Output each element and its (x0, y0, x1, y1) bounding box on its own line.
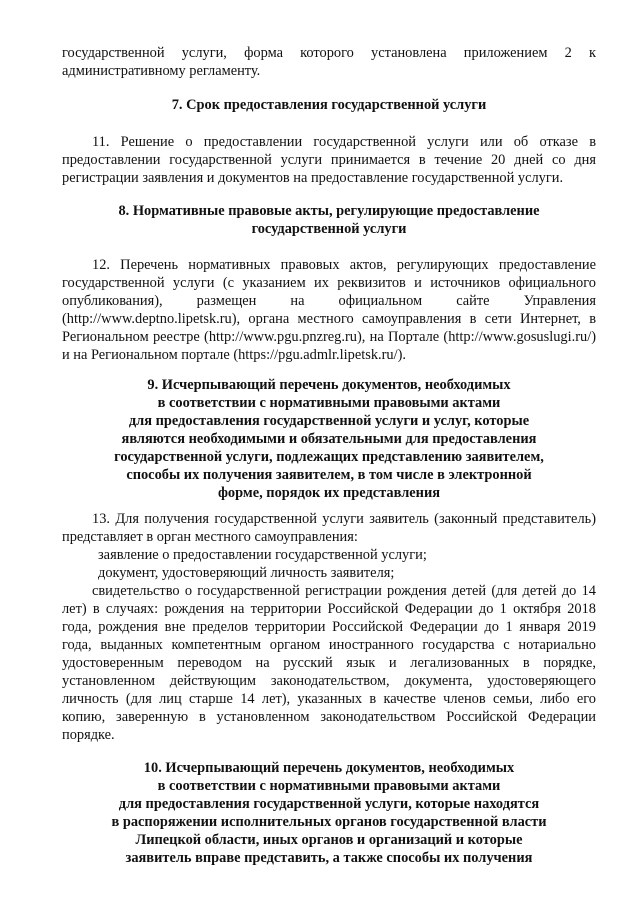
document-list-item-long (62, 582, 596, 744)
intro-text: государственной услуги, форма которого установлена приложением 2 к административному регламенту. (62, 45, 596, 79)
paragraph-13-intro (62, 510, 596, 546)
section-10-heading (62, 759, 596, 867)
section-10-heading-line: для предоставления государственной услуги, которые находятся (118, 796, 540, 812)
paragraph-13 (62, 510, 596, 744)
paragraph-12 (62, 256, 596, 364)
paragraph-11-text: 11. Решение о предоставлении государственной услуги или об отказе в предоставлении государственной услуги принимается в течение 20 дней со дня регистрации заявления и документов на предоставление государственной услуги. (62, 134, 596, 186)
section-10-heading-line: в соответствии с нормативными правовыми актами (157, 778, 501, 794)
paragraph-13-intro-text: 13. Для получения государственной услуги заявитель (законный представитель) представляет в орган местного самоуправления: (62, 511, 596, 545)
section-8-heading (62, 202, 596, 238)
section-8-heading-line: 8. Нормативные правовые акты, регулирующие предоставление (118, 203, 540, 219)
paragraph-12-text: 12. Перечень нормативных правовых актов, регулирующих предоставление государственной услуги (с указанием их реквизитов и источников официального опубликования), размещен на официальном сайте Управления (http://www.deptno.lipetsk.ru), органа местного самоуправления в сети Интернет, в Региональном реестре (http://www.pgu.pnzreg.ru), на Портале (http://www.gosuslugi.ru/) и на Региональном портале (https://pgu.admlr.lipetsk.ru/). (62, 257, 596, 363)
document-list-item: заявление о предоставлении государственной услуги; (98, 547, 427, 563)
section-10-heading-line: Липецкой области, иных органов и организаций и которые (135, 832, 523, 848)
section-8-heading-line: государственной услуги (251, 221, 407, 237)
section-10-heading-line: заявитель вправе представить, а также способы их получения (125, 850, 533, 866)
section-7-heading: 7. Срок предоставления государственной услуги (171, 97, 487, 113)
section-9-heading-line: способы их получения заявителем, в том числе в электронной (126, 467, 532, 483)
section-9-heading (62, 376, 596, 502)
section-9-heading-line: 9. Исчерпывающий перечень документов, необходимых (147, 377, 511, 393)
section-9-heading-line: государственной услуги, подлежащих представлению заявителем, (114, 449, 544, 465)
section-10-heading-line: 10. Исчерпывающий перечень документов, необходимых (143, 760, 515, 776)
section-9-heading-line: форме, порядок их представления (217, 485, 441, 501)
document-list-item-long-text: свидетельство о государственной регистрации рождения детей (для детей до 14 лет) в случаях: рождения на территории Российской Федерации до 1 октября 2018 года, рождения вне пределов территории Российской Федерации до 1 января 2019 года, выданных компетентным органом иностранного государства с нотариально удостоверенным переводом на русский язык и легализованных в порядке, установленном действующим законодательством, документа, удостоверяющего личность (для лиц старше 14 лет), указанных в качестве членов семьи, либо его копию, заверенную в установленном законодательством Российской Федерации порядке. (62, 583, 596, 743)
section-9-heading-line: для предоставления государственной услуги и услуг, которые (128, 413, 530, 429)
section-10-heading-line: в распоряжении исполнительных органов государственной власти (111, 814, 547, 830)
section-9-heading-line: являются необходимыми и обязательными для предоставления (121, 431, 537, 447)
document-list-item: документ, удостоверяющий личность заявителя; (98, 565, 395, 581)
section-9-heading-line: в соответствии с нормативными правовыми актами (157, 395, 501, 411)
paragraph-11 (62, 133, 596, 187)
